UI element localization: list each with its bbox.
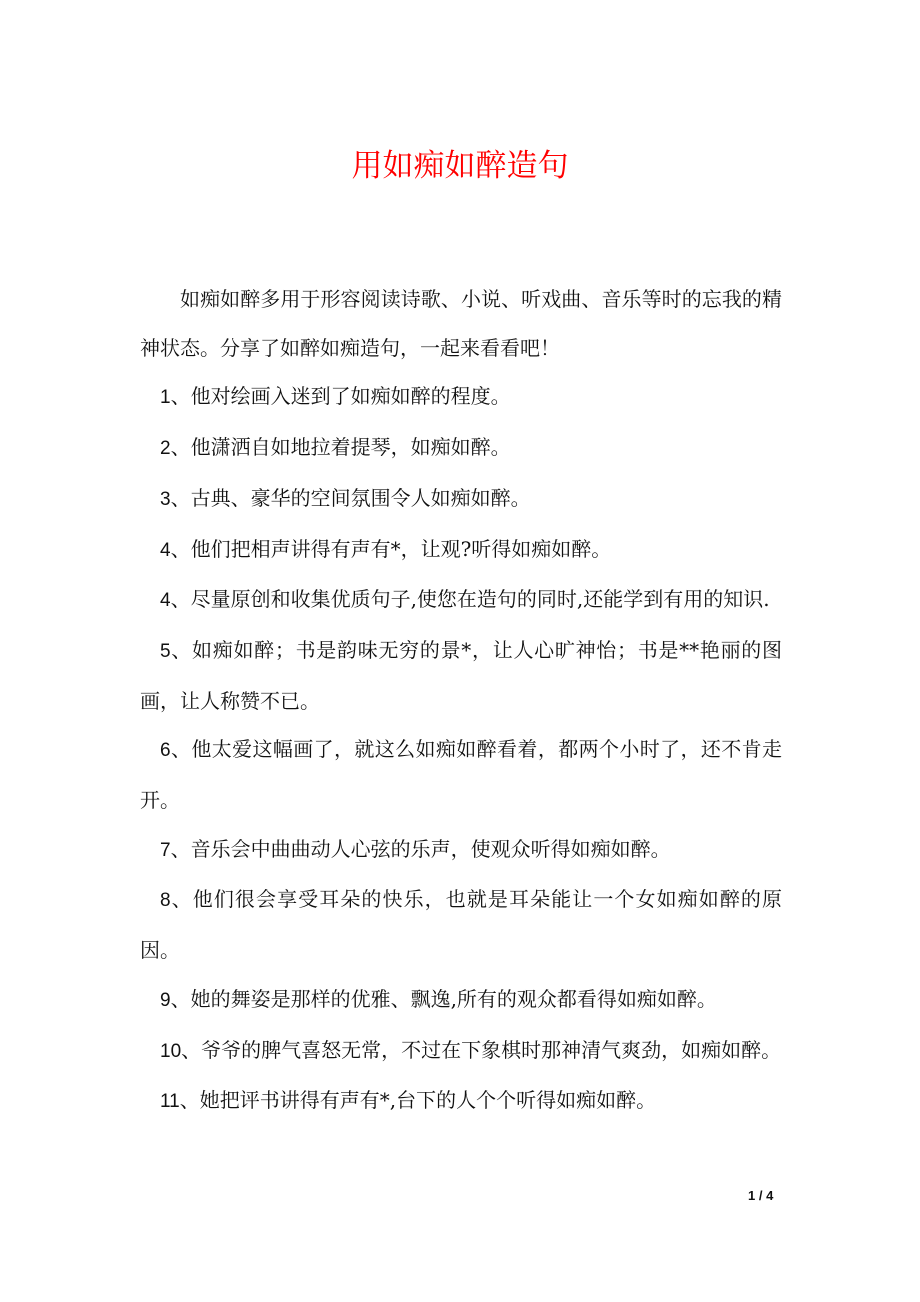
item-separator: 、 [179, 1088, 200, 1113]
sentence-item [140, 372, 782, 423]
item-text: 如痴如醉；书是韵味无穷的景*，让人心旷神怡；书是**艳丽的图画，让人称赞不已。 [140, 637, 783, 713]
sentence-item [140, 474, 782, 525]
item-separator: 、 [170, 836, 191, 861]
item-number: 3 [160, 488, 171, 510]
sentence-item [140, 825, 782, 876]
item-number: 4 [160, 539, 171, 561]
sentence-item [140, 423, 782, 474]
item-text: 古典、豪华的空间氛围令人如痴如醉。 [190, 485, 531, 510]
item-number: 9 [160, 989, 171, 1011]
sentence-item [140, 525, 782, 576]
item-text: 他们把相声讲得有声有*，让观?听得如痴如醉。 [190, 536, 612, 561]
document-title: 用如痴如醉造句 [351, 148, 569, 184]
sentence-item [140, 975, 782, 1026]
item-text: 他们很会享受耳朵的快乐，也就是耳朵能让一个女如痴如醉的原因。 [140, 887, 783, 963]
item-separator: 、 [170, 384, 191, 409]
sentence-item [140, 875, 782, 974]
item-separator: 、 [170, 536, 191, 561]
item-number: 7 [160, 839, 171, 861]
sentence-item [140, 1076, 782, 1127]
sentence-item [140, 626, 782, 725]
item-text: 尽量原创和收集优质句子,使您在造句的同时,还能学到有用的知识. [190, 587, 770, 612]
item-text: 他太爱这幅画了，就这么如痴如醉看着，都两个小时了，还不肯走开。 [140, 737, 783, 813]
item-number: 2 [160, 438, 171, 460]
item-separator: 、 [181, 1037, 202, 1062]
item-number: 11 [160, 1091, 180, 1113]
document-body [140, 275, 782, 1127]
item-text: 爷爷的脾气喜怒无常，不过在下象棋时那神清气爽劲，如痴如醉。 [201, 1037, 782, 1062]
item-number: 10 [160, 1040, 182, 1062]
item-text: 他对绘画入迷到了如痴如醉的程度。 [190, 384, 511, 409]
item-text: 她把评书讲得有声有*,台下的人个个听得如痴如醉。 [199, 1088, 657, 1113]
item-separator: 、 [170, 737, 192, 762]
sentence-item [140, 575, 782, 626]
sentence-item [140, 1026, 782, 1077]
item-separator: 、 [170, 485, 191, 510]
item-separator: 、 [170, 887, 193, 912]
item-separator: 、 [170, 587, 191, 612]
item-number: 4 [160, 590, 171, 612]
item-text: 他潇洒自如地拉着提琴，如痴如醉。 [190, 435, 511, 460]
item-text: 音乐会中曲曲动人心弦的乐声，使观众听得如痴如醉。 [190, 836, 671, 861]
item-separator: 、 [170, 637, 193, 662]
item-number: 8 [160, 890, 171, 912]
item-separator: 、 [170, 986, 191, 1011]
item-number: 1 [160, 387, 171, 409]
item-text: 她的舞姿是那样的优雅、飘逸,所有的观众都看得如痴如醉。 [190, 986, 717, 1011]
item-number: 5 [160, 640, 171, 662]
item-number: 6 [160, 740, 171, 762]
page-number: 1 / 4 [748, 1188, 774, 1203]
item-separator: 、 [170, 435, 191, 460]
sentence-item [140, 725, 782, 824]
intro-paragraph: 如痴如醉多用于形容阅读诗歌、小说、听戏曲、音乐等时的忘我的精神状态。分享了如醉如痴造句，一起来看看吧！ [140, 287, 782, 360]
